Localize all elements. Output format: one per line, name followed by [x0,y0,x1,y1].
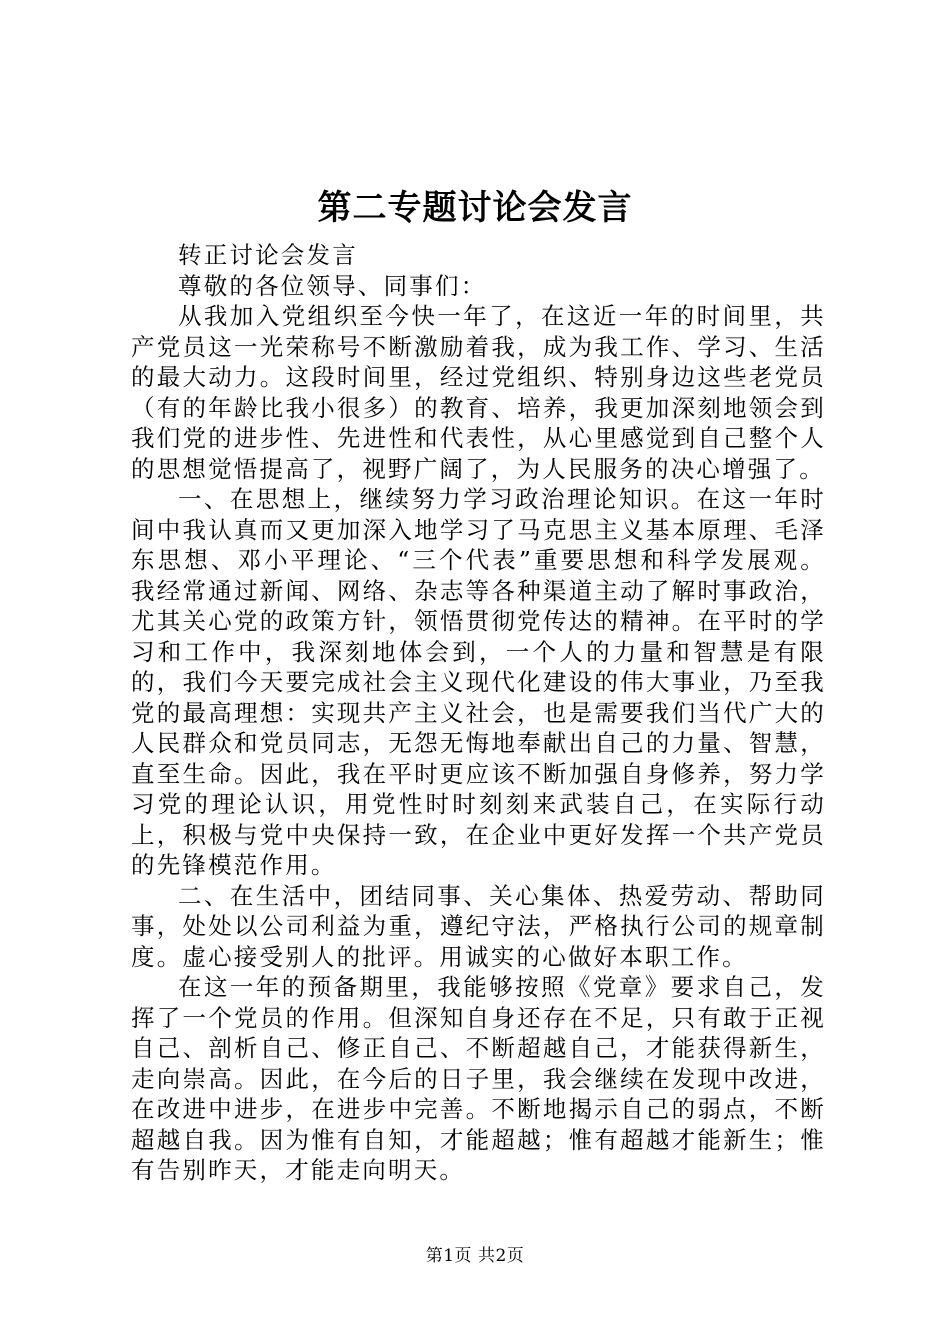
paragraph-conclusion: 在这一年的预备期里，我能够按照《党章》要求自己，发挥了一个党员的作用。但深知自身还存在不足，只有敢于正视自己、剖析自己、修正自己、不断超越自己，才能获得新生，走向崇高。因此，在今后的日子里，我会继续在发现中改进，在改进中进步，在进步中完善。不断地揭示自己的弱点，不断超越自我。因为惟有自知，才能超越；惟有超越才能新生；惟有告别昨天，才能走向明天。 [131,973,826,1184]
document-title: 第二专题讨论会发言 [317,188,633,228]
paragraph-salutation: 尊敬的各位领导、同事们： [178,271,487,300]
paragraph-intro: 从我加入党组织至今快一年了，在这近一年的时间里，共产党员这一光荣称号不断激励着我，成为我工作、学习、生活的最大动力。这段时间里，经过党组织、特别身边这些老党员（有的年龄比我小很多）的教育、培养，我更加深刻地领会到我们党的进步性、先进性和代表性，从心里感觉到自己整个人的思想觉悟提高了，视野广阔了，为人民服务的决心增强了。 [131,302,826,483]
paragraph-subtitle: 转正讨论会发言 [178,241,358,269]
document-body [131,240,826,1186]
paragraph-thought: 一、在思想上，继续努力学习政治理论知识。在这一年时间中我认真而又更加深入地学习了马克思主义基本原理、毛泽东思想、邓小平理论、“三个代表”重要思想和科学发展观。我经常通过新闻、网络、杂志等各种渠道主动了解时事政治，尤其关心党的政策方针，领悟贯彻党传达的精神。在平时的学习和工作中，我深刻地体会到，一个人的力量和智慧是有限的，我们今天要完成社会主义现代化建设的伟大事业，乃至我党的最高理想：实现共产主义社会，也是需要我们当代广大的人民群众和党员同志，无怨无悔地奉献出自己的力量、智慧，直至生命。因此，我在平时更应该不断加强自身修养，努力学习党的理论认识，用党性时时刻刻来武装自己，在实际行动上，积极与党中央保持一致，在企业中更好发挥一个共产党员的先锋模范作用。 [131,485,826,879]
page-number-footer: 第1页 共2页 [425,1246,525,1266]
paragraph-life: 二、在生活中，团结同事、关心集体、热爱劳动、帮助同事，处处以公司利益为重，遵纪守法，严格执行公司的规章制度。虚心接受别人的批评。用诚实的心做好本职工作。 [131,881,826,971]
